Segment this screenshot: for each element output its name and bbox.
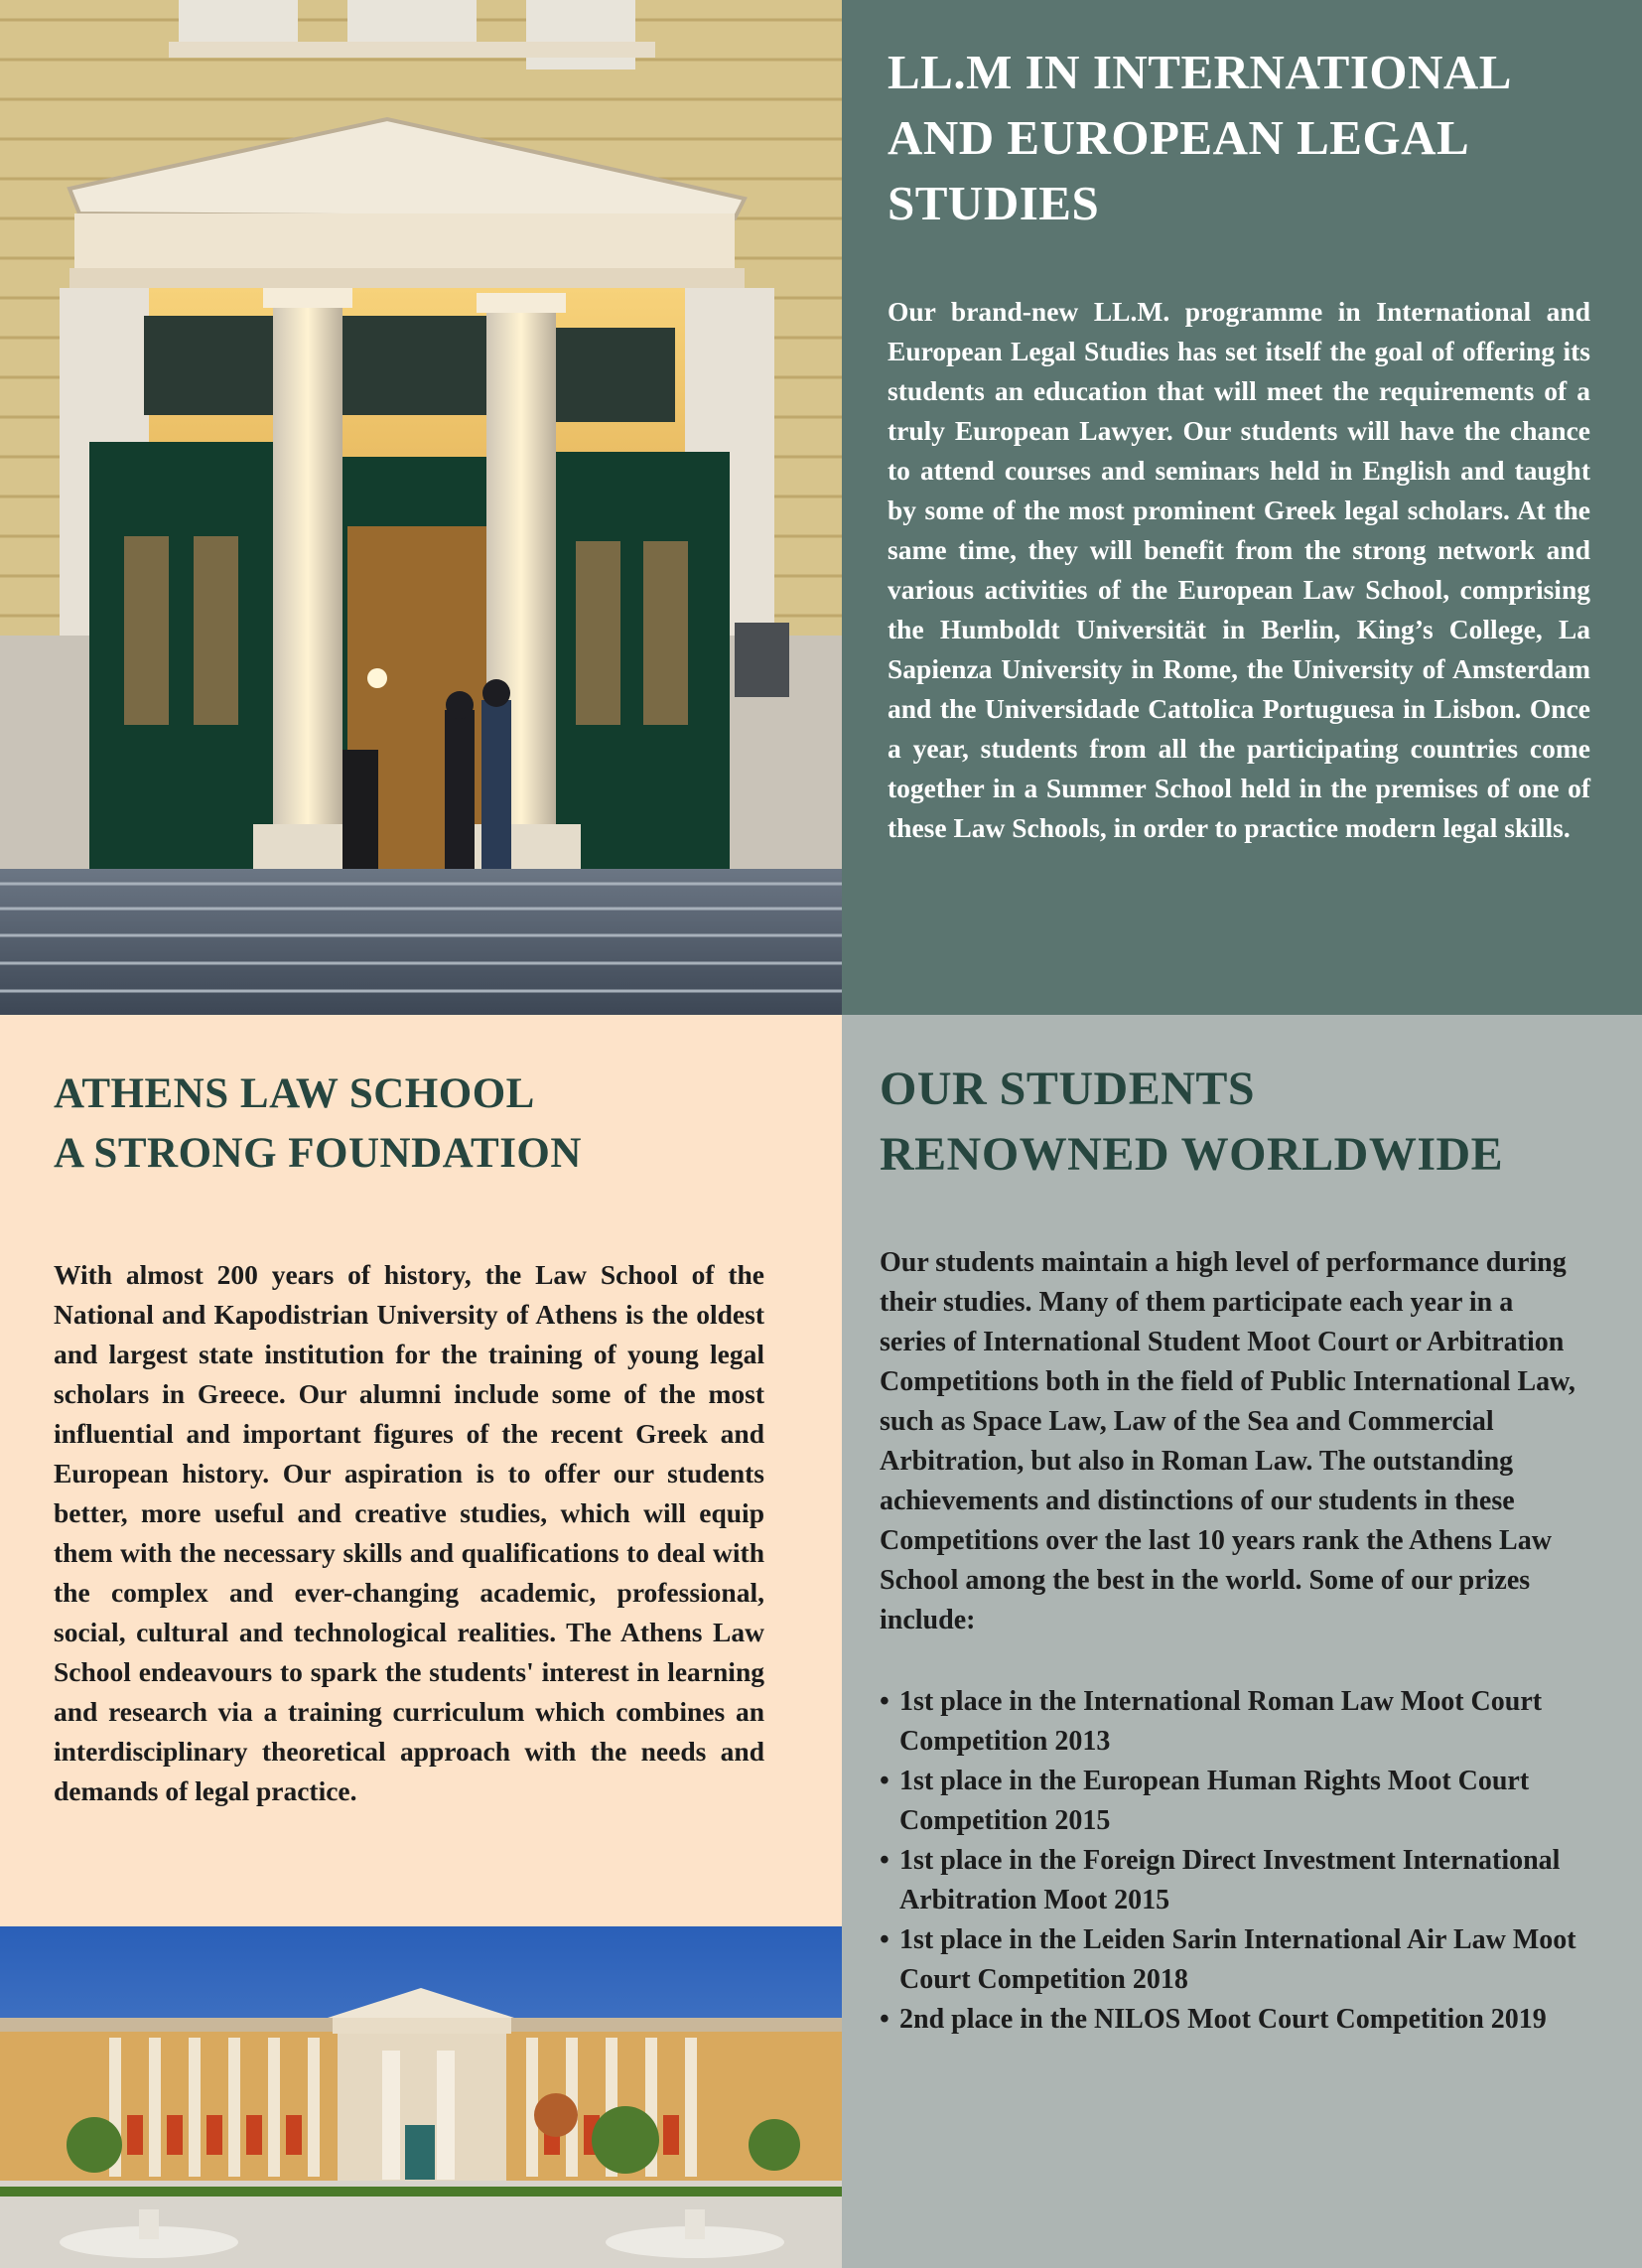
prize-item: [880, 1841, 1582, 1920]
bullet-icon: •: [880, 1686, 889, 1717]
prize-text: 1st place in the Leiden Sarin International Air Law Moot Court Competition 2018: [899, 1924, 1576, 1995]
prize-text: 1st place in the International Roman Law Moot Court Competition 2013: [899, 1686, 1543, 1757]
prize-item: [880, 1682, 1582, 1762]
programme-title-line: STUDIES: [888, 176, 1100, 230]
prize-text: 1st place in the European Human Rights Moot Court Competition 2015: [899, 1766, 1530, 1836]
bullet-icon: •: [880, 1845, 889, 1876]
llm-intro-panel: [842, 0, 1642, 1015]
students-heading-line: RENOWNED WORLDWIDE: [880, 1128, 1504, 1181]
law-school-entrance-photo: [0, 0, 842, 1015]
athens-law-school-panel: [0, 1015, 842, 1926]
foundation-heading: [54, 1064, 764, 1184]
students-heading: [880, 1057, 1582, 1188]
entrance-illustration: [0, 0, 842, 1015]
programme-title-line: LL.M IN INTERNATIONAL: [888, 45, 1512, 99]
bullet-icon: •: [880, 1766, 889, 1796]
building-illustration: [0, 1926, 842, 2268]
bullet-icon: •: [880, 1924, 889, 1955]
programme-description: Our brand-new LL.M. programme in International and European Legal Studies has set itself the goal of offering its students an education that will meet the requirements of a truly European Lawyer. Our students will have the chance to attend courses and seminars held in English and taught by some of the most prominent Greek legal scholars. At the same time, they will benefit from the strong network and various activities of the European Law School, comprising the Humboldt Universität in Berlin, King’s College, La Sapienza University in Rome, the University of Amsterdam and the Universidade Cattolica Portuguesa in Lisbon. Once a year, students from all the participating countries come together in a Summer School held in the premises of one of these Law Schools, in order to practice modern legal skills.: [888, 296, 1590, 843]
prize-item: [880, 1920, 1582, 2000]
students-description: Our students maintain a high level of performance during their studies. Many of them participate each year in a series of International Student Moot Court or Arbitration Competitions both in the field of Public International Law, such as Space Law, Law of the Sea and Commercial Arbitration, but also in Roman Law. The outstanding achievements and distinctions of our students in these Competitions over the last 10 years rank the Athens Law School among the best in the world. Some of our prizes include:: [880, 1247, 1575, 1635]
bullet-icon: •: [880, 2004, 889, 2035]
students-heading-line: OUR STUDENTS: [880, 1063, 1256, 1115]
prize-text: 1st place in the Foreign Direct Investment International Arbitration Moot 2015: [899, 1845, 1561, 1915]
university-building-photo: [0, 1926, 842, 2268]
programme-title: [888, 40, 1590, 236]
programme-title-line: AND EUROPEAN LEGAL: [888, 110, 1470, 165]
prizes-list: [880, 1682, 1582, 2040]
prize-item: [880, 2000, 1582, 2040]
students-panel: [842, 1015, 1642, 2268]
prize-text: 2nd place in the NILOS Moot Court Competition 2019: [899, 2004, 1547, 2035]
foundation-heading-line: A STRONG FOUNDATION: [54, 1130, 582, 1177]
foundation-description: With almost 200 years of history, the Law School of the National and Kapodistrian University of Athens is the oldest and largest state institution for the training of young legal scholars in Greece. Our alumni include some of the most influential and important figures of the recent Greek and European history. Our aspiration is to offer our students better, more useful and creative studies, which will equip them with the necessary skills and qualifications to deal with the complex and ever-changing academic, professional, social, cultural and technological realities. The Athens Law School endeavours to spark the students' interest in learning and research via a training curriculum which combines an interdisciplinary theoretical approach with the needs and demands of legal practice.: [54, 1259, 764, 1806]
prize-item: [880, 1762, 1582, 1841]
foundation-heading-line: ATHENS LAW SCHOOL: [54, 1070, 535, 1117]
